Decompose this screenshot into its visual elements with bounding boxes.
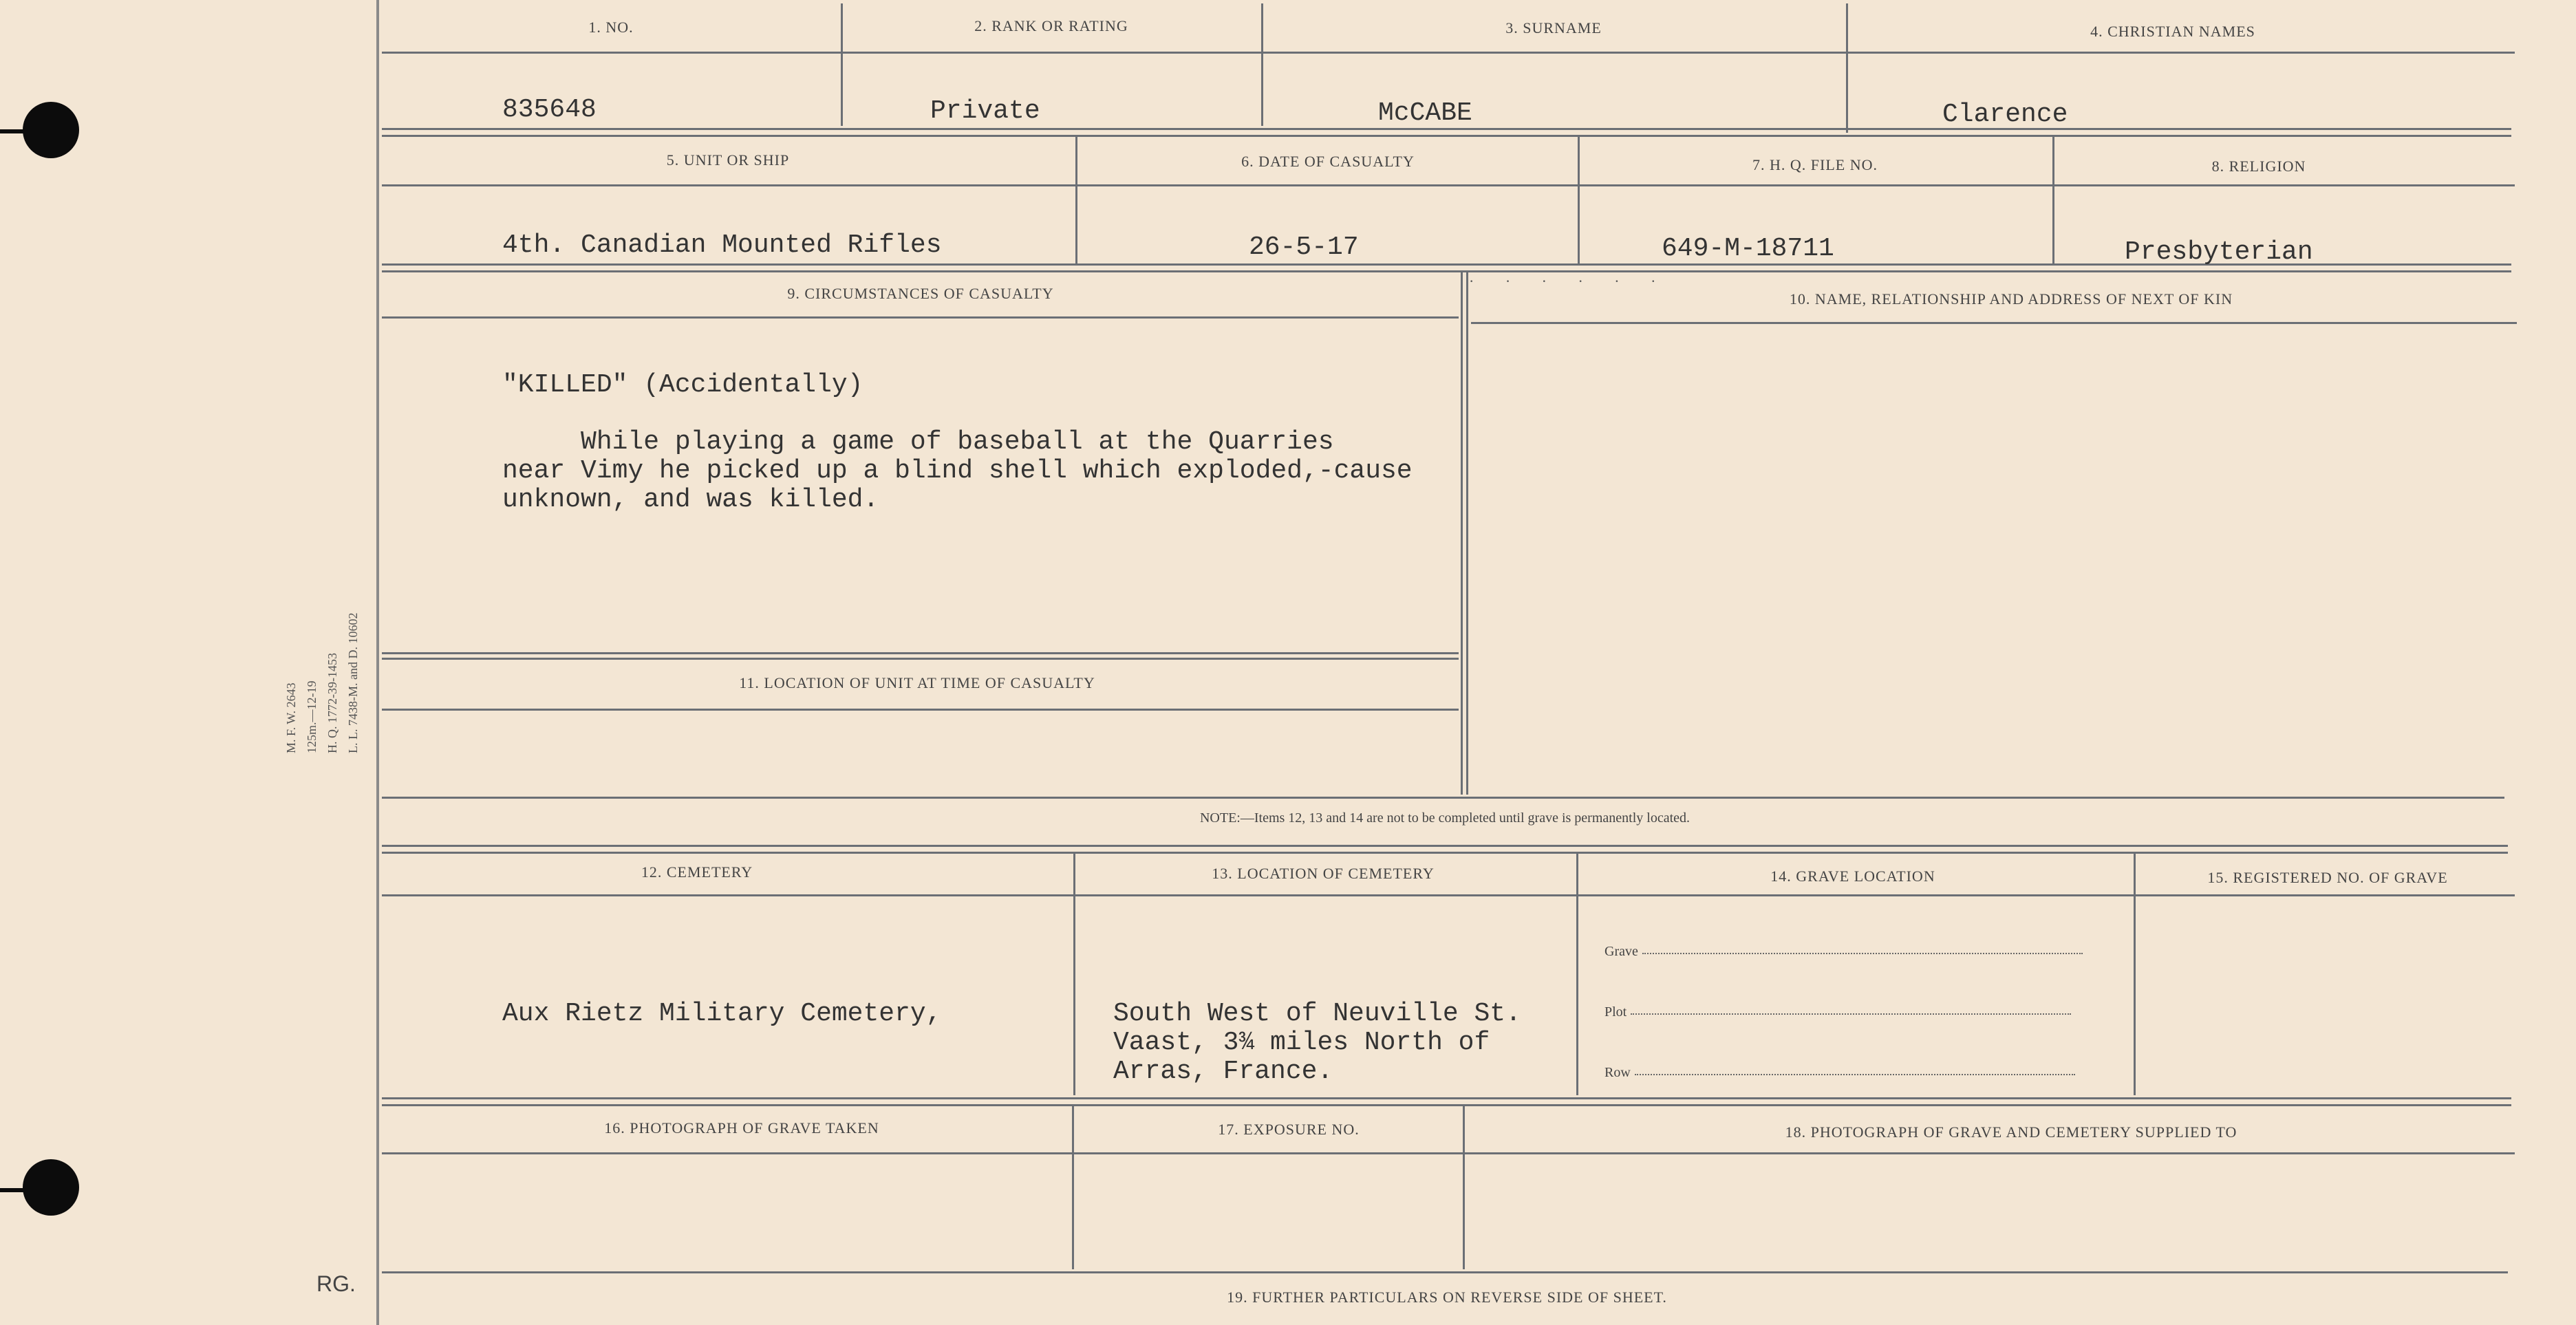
rule xyxy=(382,135,2511,137)
form-code-line-2: 125m.—12-19 xyxy=(305,680,319,753)
rule-v xyxy=(1466,272,1468,795)
note-text: NOTE:—Items 12, 13 and 14 are not to be completed until grave is permanently located. xyxy=(1199,810,1690,826)
label-circumstances: 9. CIRCUMSTANCES OF CASUALTY xyxy=(787,285,1054,302)
punch-hole-top xyxy=(23,102,79,158)
rule xyxy=(382,184,2515,186)
rule xyxy=(382,652,1459,654)
rule xyxy=(382,1104,2511,1106)
dot-leader: · · · · · · xyxy=(1469,272,1670,290)
dot-leader xyxy=(1631,1013,2071,1015)
plot-row xyxy=(1604,1004,2071,1020)
rule xyxy=(382,316,1459,319)
label-exposure: 17. EXPOSURE NO. xyxy=(1218,1121,1360,1138)
row-row-label: Row xyxy=(1604,1065,1631,1080)
form-code xyxy=(281,613,363,753)
value-christian-names: Clarence xyxy=(1942,100,2068,129)
label-photo-supplied: 18. PHOTOGRAPH OF GRAVE AND CEMETERY SUPPLIED TO xyxy=(1785,1123,2237,1141)
form-code-line-4: L. L. 7438-M. and D. 10602 xyxy=(346,612,360,753)
label-christian-names: 4. CHRISTIAN NAMES xyxy=(2090,23,2255,40)
circumstances-title: "KILLED" (Accidentally) xyxy=(502,370,863,400)
value-hq-file: 649-M-18711 xyxy=(1662,234,1834,263)
rule-v xyxy=(2052,136,2054,263)
label-photo-taken: 16. PHOTOGRAPH OF GRAVE TAKEN xyxy=(604,1119,879,1137)
rule xyxy=(382,709,1459,711)
value-location-cemetery: South West of Neuville St. Vaast, 3¾ miles North of Arras, France. xyxy=(1113,999,1521,1086)
rule xyxy=(382,52,2515,54)
label-cemetery: 12. CEMETERY xyxy=(641,863,753,881)
label-religion: 8. RELIGION xyxy=(2211,158,2306,175)
value-unit: 4th. Canadian Mounted Rifles xyxy=(502,230,942,260)
label-location-cemetery: 13. LOCATION OF CEMETERY xyxy=(1212,865,1435,882)
rg-mark: RG. xyxy=(316,1271,356,1296)
label-registered-no: 15. REGISTERED NO. OF GRAVE xyxy=(2207,869,2448,886)
rule xyxy=(382,1152,2515,1154)
rule xyxy=(382,1271,2508,1273)
value-surname: McCABE xyxy=(1378,98,1472,128)
dot-leader xyxy=(1642,953,2083,954)
grave-row-label: Grave xyxy=(1604,944,1638,959)
rule xyxy=(382,270,2511,272)
rule-v xyxy=(1261,3,1263,126)
dot-leader xyxy=(1635,1074,2075,1075)
label-hq-file: 7. H. Q. FILE NO. xyxy=(1752,156,1878,173)
rule-v xyxy=(1072,1106,1074,1269)
label-no: 1. NO. xyxy=(588,19,634,36)
rule xyxy=(382,128,2511,130)
value-date: 26-5-17 xyxy=(1249,233,1359,262)
rule-v xyxy=(1846,3,1848,133)
rule-v xyxy=(1576,853,1578,1095)
label-grave-location: 14. GRAVE LOCATION xyxy=(1770,868,1935,885)
grave-row xyxy=(1604,944,2083,960)
margin-line xyxy=(376,0,379,1325)
rule xyxy=(382,797,2504,799)
label-location-unit: 11. LOCATION OF UNIT AT TIME OF CASUALTY xyxy=(739,674,1095,691)
value-no: 835648 xyxy=(502,95,597,125)
punch-hole-bottom xyxy=(23,1159,79,1216)
circumstances-text: While playing a game of baseball at the Quarries near Vimy he picked up a blind shell which exploded,-cause unknown, and was killed. xyxy=(502,427,1413,515)
rule-v xyxy=(841,3,843,126)
rule xyxy=(382,658,1459,660)
rule-v xyxy=(2134,853,2136,1095)
label-date: 6. DATE OF CASUALTY xyxy=(1241,153,1415,170)
label-further-particulars: 19. FURTHER PARTICULARS ON REVERSE SIDE OF SHEET. xyxy=(1227,1289,1667,1306)
value-rank: Private xyxy=(930,96,1040,126)
row-row xyxy=(1604,1065,2075,1081)
label-next-of-kin: 10. NAME, RELATIONSHIP AND ADDRESS OF NEXT OF KIN xyxy=(1789,290,2233,308)
label-surname: 3. SURNAME xyxy=(1505,19,1602,36)
value-religion: Presbyterian xyxy=(2125,237,2313,267)
form-code-line-3: H. Q. 1772-39-1453 xyxy=(325,653,339,753)
value-cemetery: Aux Rietz Military Cemetery, xyxy=(502,999,942,1028)
form-code-line-1: M. F. W. 2643 xyxy=(284,682,298,753)
rule xyxy=(382,852,2508,854)
label-unit: 5. UNIT OR SHIP xyxy=(666,151,790,169)
rule-v xyxy=(1075,136,1077,263)
rule-v xyxy=(1463,1106,1465,1269)
rule xyxy=(382,845,2508,847)
plot-row-label: Plot xyxy=(1604,1004,1627,1020)
rule xyxy=(1471,322,2517,324)
rule xyxy=(382,1097,2511,1099)
rule xyxy=(382,894,2515,896)
rule-v xyxy=(1578,136,1580,263)
rule-v xyxy=(1073,853,1075,1095)
label-rank: 2. RANK OR RATING xyxy=(974,17,1128,34)
rule-v xyxy=(1461,272,1463,795)
